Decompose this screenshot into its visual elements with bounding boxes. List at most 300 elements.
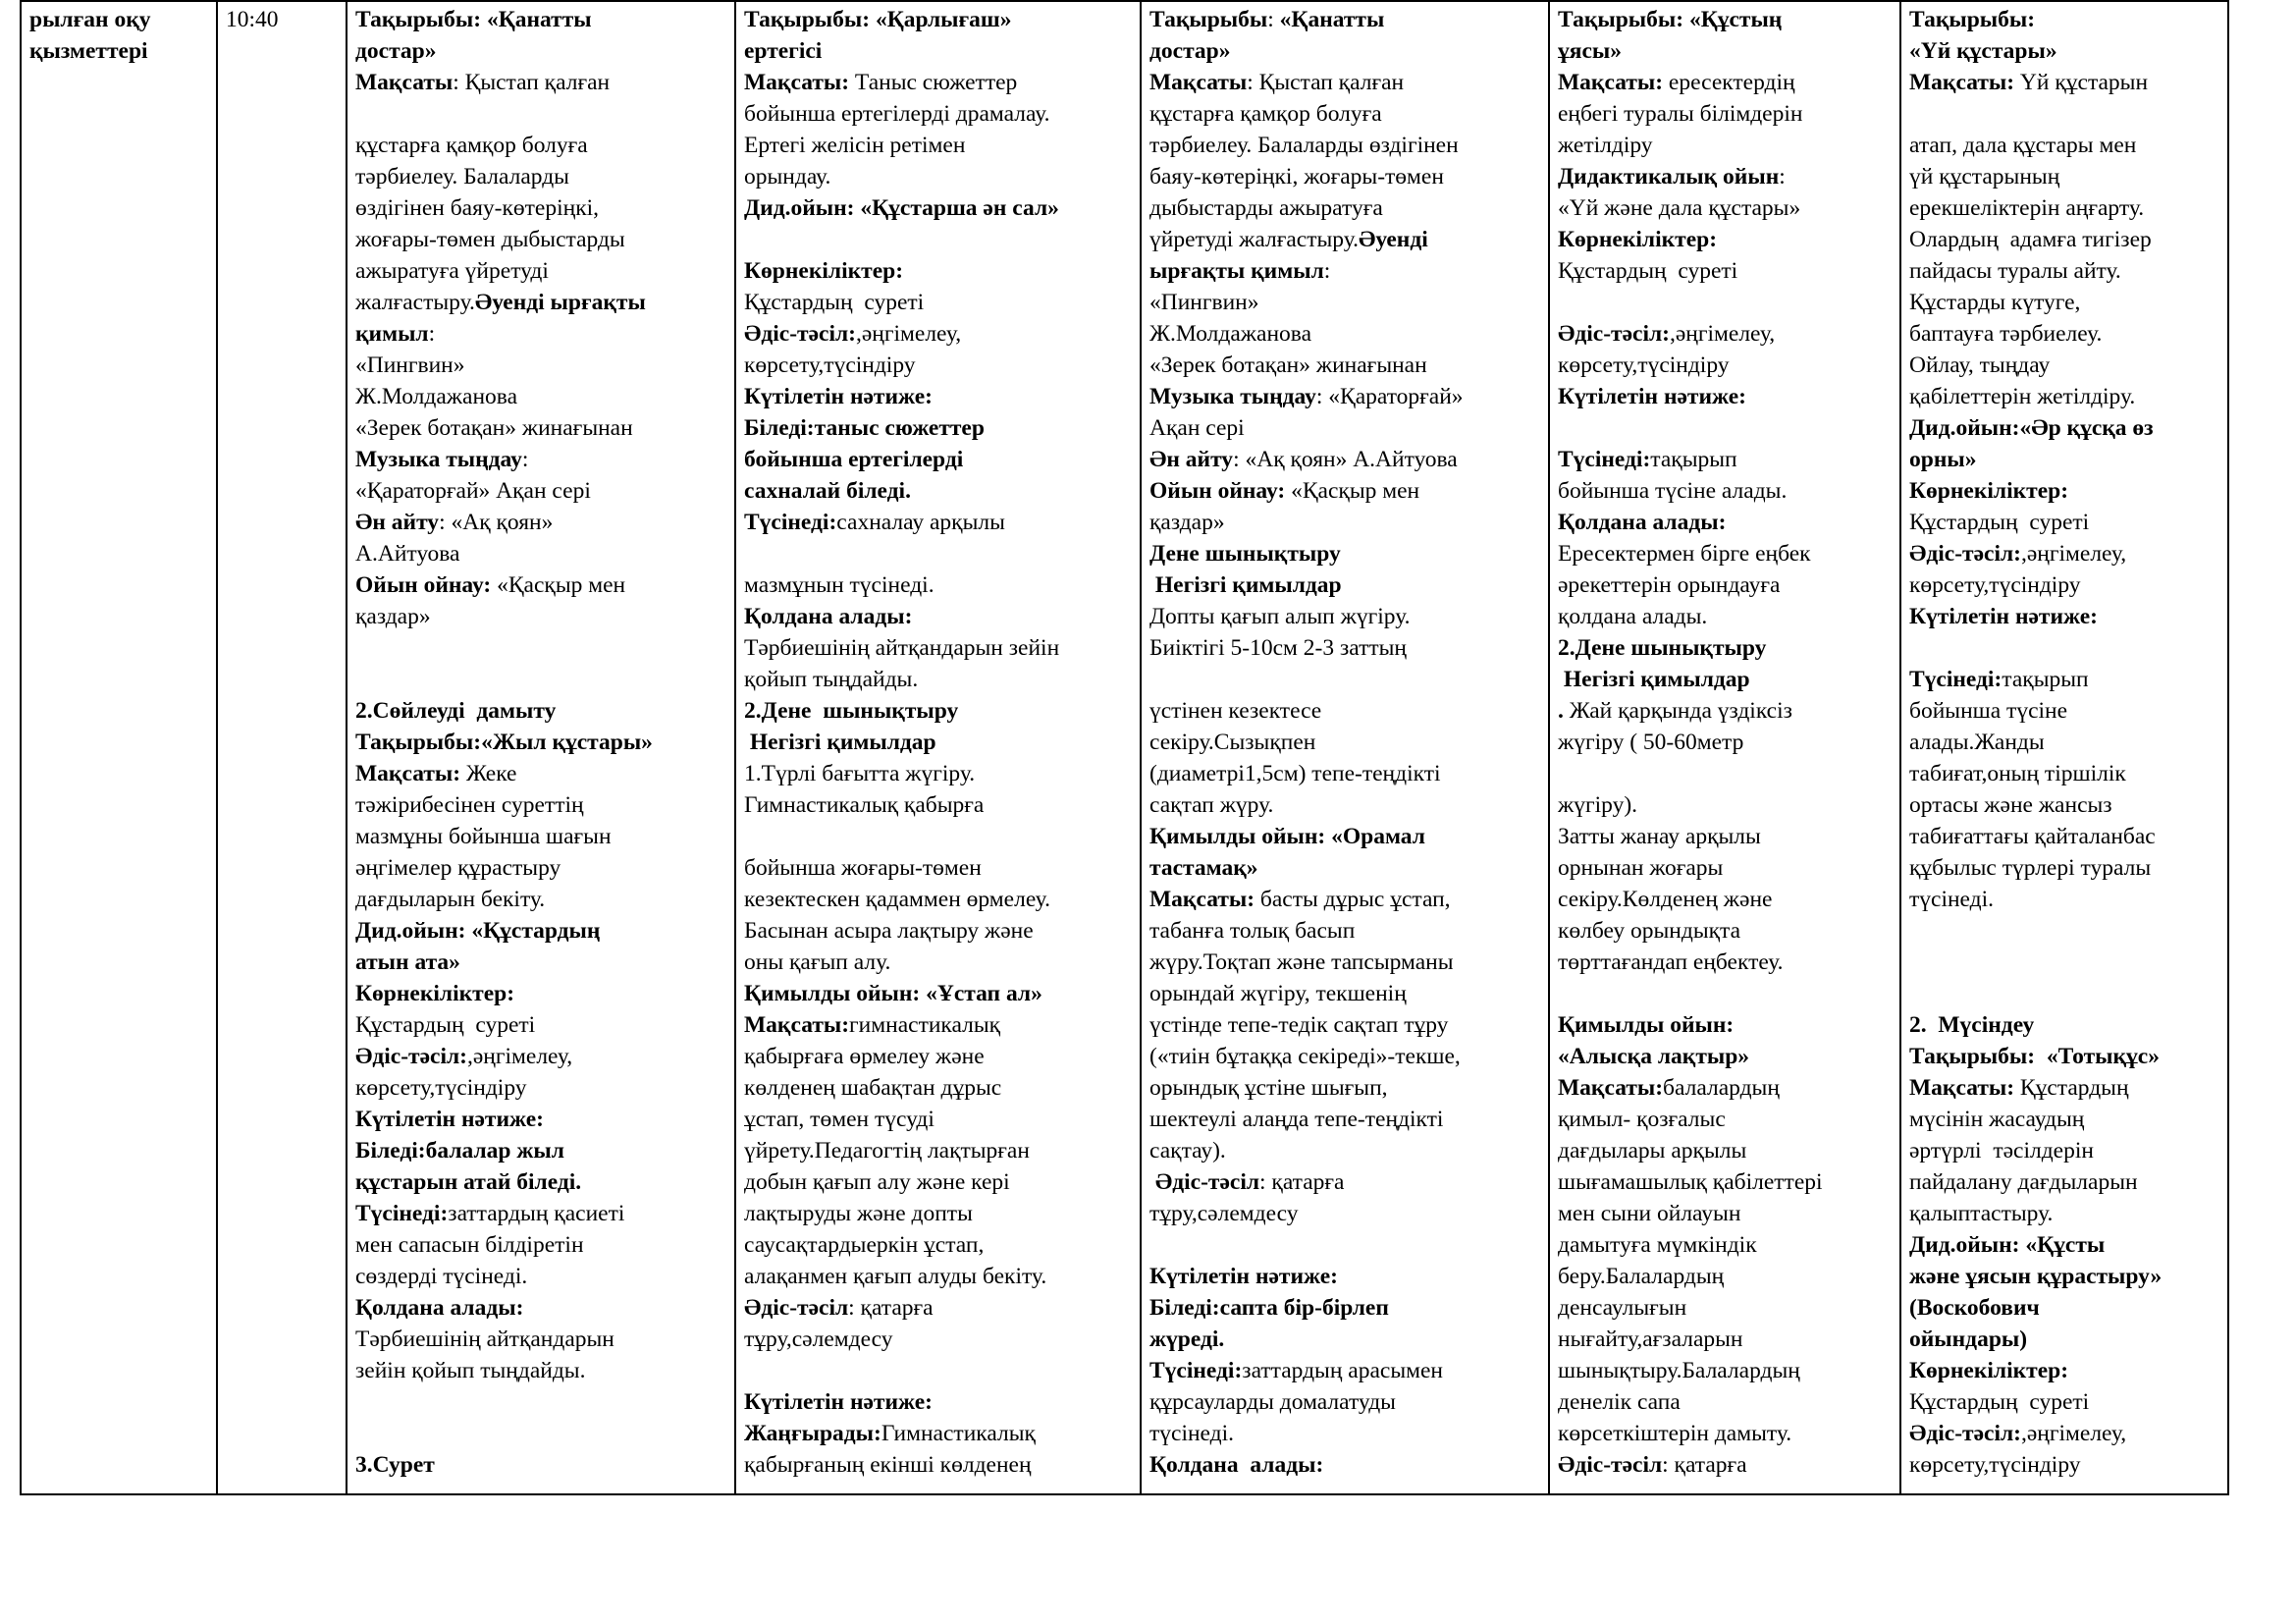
text-run: Биіктігі 5-10см 2-3 заттың — [1149, 635, 1408, 661]
bold-text-run: Мақсаты: — [355, 761, 461, 786]
bold-text-run: Дид.ойын: «Құсты — [1909, 1232, 2106, 1258]
text-run: : — [521, 447, 529, 472]
text-line — [1909, 1418, 2221, 1449]
text-run: тақырып — [2002, 667, 2089, 692]
text-run: : «Ақ қоян» — [439, 510, 554, 535]
text-line — [1558, 412, 1894, 444]
text-line — [355, 1449, 728, 1481]
text-run: ,әңгімелеу, — [1669, 321, 1776, 347]
text-line — [1558, 1135, 1894, 1166]
bold-text-run: «Қанатты — [1279, 7, 1385, 32]
bold-text-run: Мақсаты — [355, 70, 454, 95]
text-line — [1909, 4, 2221, 35]
bold-text-run: «Үй құстары» — [1909, 38, 2057, 64]
text-line — [1909, 507, 2221, 538]
bold-text-run: Әдіс-тәсіл — [744, 1295, 849, 1321]
text-line — [1558, 821, 1894, 852]
text-line — [1558, 664, 1894, 695]
text-line — [355, 695, 728, 727]
text-run: ,әңгімелеу, — [855, 321, 962, 347]
day-cell-1 — [347, 1, 735, 1494]
bold-text-run: Көрнекіліктер: — [744, 258, 904, 284]
text-run: «Үй және дала құстары» — [1558, 195, 1801, 221]
text-line — [355, 412, 728, 444]
text-line — [1558, 444, 1894, 475]
text-line — [1558, 1324, 1894, 1355]
text-line — [1909, 1198, 2221, 1229]
text-run: мүсінін жасаудың — [1909, 1107, 2085, 1132]
text-run: дыбыстарды ажыратуға — [1149, 195, 1383, 221]
text-run: үйрету.Педагогтің лақтырған — [744, 1138, 1030, 1164]
text-line — [1558, 1449, 1894, 1481]
text-run: қойып тыңдайды. — [744, 667, 919, 692]
text-line — [744, 1324, 1134, 1355]
text-line — [1149, 727, 1542, 758]
text-line — [355, 444, 728, 475]
bold-text-run: ойындары) — [1909, 1326, 2028, 1352]
text-run: денсаулығын — [1558, 1295, 1687, 1321]
text-line — [1149, 758, 1542, 789]
text-run: оны қағып алу. — [744, 949, 891, 975]
bold-text-run: Күтілетін нәтиже: — [744, 1389, 934, 1415]
text-run: еңбегі туралы білімдерін — [1558, 101, 1803, 127]
text-line — [1558, 1292, 1894, 1324]
bold-text-run: Тақырыбы: — [1909, 7, 2036, 32]
text-run: добын қағып алу және кері — [744, 1169, 1010, 1195]
text-run: жоғары-төмен дыбыстарды — [355, 227, 625, 252]
bold-text-run: Күтілетін нәтиже: — [355, 1107, 545, 1132]
bold-text-run: тастамақ» — [1149, 855, 1258, 881]
bold-text-run: Күтілетін нәтиже: — [1558, 384, 1747, 409]
bold-text-run: Жаңғырады: — [744, 1421, 881, 1446]
text-line — [744, 1072, 1134, 1104]
bold-text-run: Әуенді — [1358, 227, 1428, 252]
text-line — [1149, 1041, 1542, 1072]
text-line — [1909, 98, 2221, 130]
text-run: мен сыни ойлауын — [1558, 1201, 1741, 1226]
text-run: атап, дала құстары мен — [1909, 133, 2137, 158]
text-line — [1558, 224, 1894, 255]
bold-text-run: Ән айту — [355, 510, 440, 535]
text-line — [1558, 1104, 1894, 1135]
day-cell-4 — [1549, 1, 1900, 1494]
text-run: нығайту,ағзаларын — [1558, 1326, 1743, 1352]
text-line — [355, 381, 728, 412]
text-line — [744, 569, 1134, 601]
text-line — [744, 1229, 1134, 1261]
text-line — [1909, 1104, 2221, 1135]
text-line — [29, 4, 210, 35]
bold-text-run: Әдіс-тәсіл: — [1558, 321, 1670, 347]
text-line — [1909, 287, 2221, 318]
text-line — [355, 1198, 728, 1229]
text-line — [1149, 538, 1542, 569]
text-line — [744, 1386, 1134, 1418]
text-run: көлденең шабақтан дұрыс — [744, 1075, 1002, 1101]
text-line — [1558, 67, 1894, 98]
text-line — [1909, 1009, 2221, 1041]
text-line — [1558, 350, 1894, 381]
text-line — [355, 1041, 728, 1072]
text-line — [1909, 758, 2221, 789]
text-run: Құстардың суреті — [744, 290, 925, 315]
text-run: қалыптастыру. — [1909, 1201, 2054, 1226]
text-line — [355, 632, 728, 664]
text-line — [1909, 350, 2221, 381]
text-run: қабілеттерін жетілдіру. — [1909, 384, 2136, 409]
text-run: тұру,сәлемдесу — [744, 1326, 893, 1352]
text-line — [355, 1418, 728, 1449]
bold-text-run: Көрнекіліктер: — [1558, 227, 1718, 252]
text-line — [355, 1072, 728, 1104]
text-run: жүгіру). — [1558, 792, 1638, 818]
text-line — [355, 224, 728, 255]
bold-text-run: 2.Сөйлеуді дамыту — [355, 698, 557, 724]
bold-text-run: сахналай біледі. — [744, 478, 911, 504]
text-run: ,әңгімелеу, — [2020, 1421, 2127, 1446]
bold-text-run: Көрнекіліктер: — [1909, 478, 2069, 504]
text-line — [1558, 1418, 1894, 1449]
text-run: құрсауларды домалатуды — [1149, 1389, 1396, 1415]
text-run: Құстардың суреті — [1909, 1389, 2090, 1415]
text-line — [1909, 1355, 2221, 1386]
text-run: үстінде тепе-тедік сақтап тұру — [1149, 1012, 1449, 1038]
bold-text-run: қимыл — [355, 321, 429, 347]
text-line — [1149, 915, 1542, 947]
text-run: Жеке — [460, 761, 517, 786]
text-run: Құстардың суреті — [1558, 258, 1738, 284]
text-line — [1558, 727, 1894, 758]
bold-text-run: Мақсаты: — [1558, 70, 1664, 95]
text-line — [744, 98, 1134, 130]
text-line — [1909, 1041, 2221, 1072]
text-line — [1149, 1009, 1542, 1041]
text-run: қабырғаның екінші көлденең — [744, 1452, 1032, 1478]
text-line — [1558, 287, 1894, 318]
text-line — [355, 35, 728, 67]
text-run: гимнастикалық — [849, 1012, 1001, 1038]
bold-text-run: Көрнекіліктер: — [355, 981, 515, 1006]
text-run: табиғаттағы қайталанбас — [1909, 824, 2156, 849]
text-run: орнынан жоғары — [1558, 855, 1724, 881]
text-line — [1149, 1072, 1542, 1104]
time-cell — [217, 1, 347, 1494]
text-run: көрсету,түсіндіру — [1909, 572, 2081, 598]
text-line — [1149, 444, 1542, 475]
day-cell-2 — [735, 1, 1141, 1494]
text-line — [1558, 789, 1894, 821]
text-run: Құстардың суреті — [1909, 510, 2090, 535]
bold-text-run: Мақсаты: — [1558, 1075, 1664, 1101]
text-line — [744, 1449, 1134, 1481]
text-run: тәрбиелеу. Балаларды — [355, 164, 569, 189]
text-line — [1149, 287, 1542, 318]
text-run: «Қасқыр мен — [491, 572, 626, 598]
bold-text-run: Күтілетін нәтиже: — [1909, 604, 2099, 629]
bold-text-run: Тақырыбы — [1149, 7, 1268, 32]
text-line — [1909, 67, 2221, 98]
text-line — [355, 852, 728, 884]
text-run: түсінеді. — [1149, 1421, 1235, 1446]
bold-text-run: Мақсаты: — [1909, 1075, 2015, 1101]
text-run: құбылыс түрлері туралы — [1909, 855, 2152, 881]
text-line — [1558, 1355, 1894, 1386]
text-run: Ойлау, тыңдау — [1909, 352, 2051, 378]
text-line — [1558, 695, 1894, 727]
text-line — [355, 978, 728, 1009]
text-line — [355, 1292, 728, 1324]
text-line — [1149, 507, 1542, 538]
bold-text-run: Тақырыбы: «Құстың — [1558, 7, 1783, 32]
bold-text-run: Музыка тыңдау — [1149, 384, 1316, 409]
text-line — [1558, 161, 1894, 192]
text-line — [1149, 978, 1542, 1009]
bold-text-run: ырғақты қимыл — [1149, 258, 1324, 284]
text-line — [1558, 601, 1894, 632]
text-run: (диаметрі1,5см) тепе-теңдікті — [1149, 761, 1441, 786]
text-run: әңгімелер құрастыру — [355, 855, 561, 881]
text-line — [744, 632, 1134, 664]
bold-text-run: Күтілетін нәтиже: — [744, 384, 934, 409]
text-line — [1149, 789, 1542, 821]
text-line — [744, 475, 1134, 507]
text-line — [1149, 98, 1542, 130]
bold-text-run: рылған оқу — [29, 7, 151, 32]
text-run: шектеулі алаңда тепе-теңдікті — [1149, 1107, 1444, 1132]
bold-text-run: Әдіс-тәсіл: — [1909, 541, 2021, 567]
text-run: әртүрлі тәсілдерін — [1909, 1138, 2094, 1164]
bold-text-run: . — [1558, 698, 1570, 724]
text-line — [1558, 98, 1894, 130]
text-run: беру.Балалардың — [1558, 1264, 1725, 1289]
text-run: қимыл- қозғалыс — [1558, 1107, 1726, 1132]
text-run: төрттағандап еңбектеу. — [1558, 949, 1784, 975]
text-line — [744, 664, 1134, 695]
text-line — [1149, 1135, 1542, 1166]
text-line — [355, 758, 728, 789]
text-run: Тәрбиешінің айтқандарын зейін — [744, 635, 1060, 661]
text-line — [1909, 601, 2221, 632]
text-line — [744, 1198, 1134, 1229]
text-line — [1909, 1261, 2221, 1292]
text-run: зейін қойып тыңдайды. — [355, 1358, 586, 1383]
text-run: : қатарға — [1662, 1452, 1747, 1478]
text-line — [1149, 350, 1542, 381]
text-run: денелік сапа — [1558, 1389, 1681, 1415]
text-run: Жай қарқында үздіксіз — [1569, 698, 1792, 724]
bold-text-run: Әдіс-тәсіл: — [1909, 1421, 2021, 1446]
text-line — [1558, 507, 1894, 538]
text-line — [355, 475, 728, 507]
text-line — [1149, 255, 1542, 287]
text-line — [744, 161, 1134, 192]
text-line — [744, 538, 1134, 569]
text-run: табиғат,оның тіршілік — [1909, 761, 2126, 786]
text-line — [744, 4, 1134, 35]
text-line — [1558, 852, 1894, 884]
bold-text-run: Мақсаты: — [744, 1012, 850, 1038]
bold-text-run: Қимылды ойын: «Ұстап ал» — [744, 981, 1042, 1006]
text-line — [1558, 884, 1894, 915]
text-line — [355, 664, 728, 695]
text-run: жалғастыру. — [355, 290, 475, 315]
bold-text-run: (Воскобович — [1909, 1295, 2040, 1321]
text-line — [355, 507, 728, 538]
bold-text-run: жүреді. — [1149, 1326, 1225, 1352]
text-run: баптауға тәрбиелеу. — [1909, 321, 2103, 347]
text-line — [1149, 35, 1542, 67]
text-line — [226, 4, 340, 35]
text-run: табанға толық басып — [1149, 918, 1356, 944]
text-line — [744, 852, 1134, 884]
text-line — [1149, 1418, 1542, 1449]
text-line — [1149, 632, 1542, 664]
text-run: «Қасқыр мен — [1285, 478, 1420, 504]
text-line — [1149, 1292, 1542, 1324]
bold-text-run: Әдіс-тәсіл: — [744, 321, 856, 347]
text-run: секіру.Көлденең және — [1558, 887, 1773, 912]
bold-text-run: бойынша ертегілерді — [744, 447, 964, 472]
text-line — [1149, 1449, 1542, 1481]
text-run: Ересектермен бірге еңбек — [1558, 541, 1811, 567]
text-line — [744, 1418, 1134, 1449]
bold-text-run: «Алысқа лақтыр» — [1558, 1044, 1750, 1069]
bold-text-run: Музыка тыңдау — [355, 447, 522, 472]
text-line — [355, 915, 728, 947]
text-run: көлбеу орындықта — [1558, 918, 1741, 944]
text-run: қаздар» — [1149, 510, 1225, 535]
text-run: жүру.Тоқтап және тапсырманы — [1149, 949, 1454, 975]
text-run: «Қараторғай» Ақан серi — [355, 478, 591, 504]
text-run: қаздар» — [355, 604, 431, 629]
text-line — [1909, 1072, 2221, 1104]
text-line — [1558, 192, 1894, 224]
text-run: көрсету,түсіндіру — [355, 1075, 527, 1101]
text-line — [355, 1229, 728, 1261]
text-line — [1909, 192, 2221, 224]
text-run: Құстардың суреті — [355, 1012, 536, 1038]
text-line — [1149, 318, 1542, 350]
text-line — [744, 947, 1134, 978]
text-run: өздігінен баяу-көтеріңкі, — [355, 195, 600, 221]
text-run: Ертегі желісін ретімен — [744, 133, 966, 158]
text-line — [1149, 130, 1542, 161]
text-line — [1149, 852, 1542, 884]
text-line — [355, 255, 728, 287]
activity-label-cell — [21, 1, 217, 1494]
text-line — [1149, 412, 1542, 444]
text-run: алады.Жанды — [1909, 730, 2045, 755]
text-run: ,әңгімелеу, — [466, 1044, 573, 1069]
text-line — [1909, 915, 2221, 947]
text-line — [355, 1166, 728, 1198]
bold-text-run: Түсінеді: — [744, 510, 837, 535]
bold-text-run: 2. Мүсіндеу — [1909, 1012, 2035, 1038]
text-line — [1558, 1261, 1894, 1292]
text-line — [1558, 255, 1894, 287]
text-line — [1909, 947, 2221, 978]
text-line — [1149, 821, 1542, 852]
text-run: тәжірибесінен суреттің — [355, 792, 584, 818]
text-run: жүгіру ( 50-60метр — [1558, 730, 1744, 755]
text-line — [1909, 1229, 2221, 1261]
text-line — [355, 601, 728, 632]
text-line — [744, 444, 1134, 475]
text-line — [355, 569, 728, 601]
bold-text-run: Әдіс-тәсіл — [1558, 1452, 1663, 1478]
text-line — [1909, 1166, 2221, 1198]
text-run: жетілдіру — [1558, 133, 1653, 158]
text-line — [1558, 1229, 1894, 1261]
bold-text-run: Түсінеді: — [1558, 447, 1651, 472]
text-run: сөздерді түсінеді. — [355, 1264, 528, 1289]
text-line — [744, 601, 1134, 632]
schedule-table — [20, 0, 2229, 1495]
text-line — [355, 1386, 728, 1418]
text-run: саусақтардыеркін ұстап, — [744, 1232, 985, 1258]
text-line — [744, 507, 1134, 538]
bold-text-run: Түсінеді: — [355, 1201, 449, 1226]
text-line — [1909, 35, 2221, 67]
text-run: заттардың арасымен — [1242, 1358, 1444, 1383]
text-line — [744, 1009, 1134, 1041]
text-line — [1149, 1229, 1542, 1261]
text-line — [1909, 821, 2221, 852]
bold-text-run: Әуенді ырғақты — [474, 290, 646, 315]
text-line — [744, 1355, 1134, 1386]
text-line — [1149, 1355, 1542, 1386]
text-line — [355, 192, 728, 224]
bold-text-run: Біледі:таныс сюжеттер — [744, 415, 985, 441]
text-line — [1909, 569, 2221, 601]
text-line — [355, 884, 728, 915]
text-run: : қатарға — [1259, 1169, 1345, 1195]
text-line — [1909, 789, 2221, 821]
text-run: пайдалану дағдыларын — [1909, 1169, 2138, 1195]
text-run: сахналау арқылы — [836, 510, 1005, 535]
text-line — [1909, 255, 2221, 287]
text-line — [1909, 884, 2221, 915]
text-line — [744, 1261, 1134, 1292]
text-line — [355, 1355, 728, 1386]
bold-text-run: Тақырыбы: «Қанатты — [355, 7, 592, 32]
bold-text-run: Қолдана алады: — [744, 604, 913, 629]
text-line — [355, 538, 728, 569]
text-line — [1909, 727, 2221, 758]
text-run: көрсету,түсіндіру — [744, 352, 916, 378]
text-line — [1558, 130, 1894, 161]
text-line — [1149, 947, 1542, 978]
bold-text-run: Түсінеді: — [1149, 1358, 1243, 1383]
text-run: көрсеткіштерін дамыту. — [1558, 1421, 1792, 1446]
bold-text-run: қызметтері — [29, 38, 148, 64]
bold-text-run: 3.Сурет — [355, 1452, 435, 1478]
text-line — [1558, 978, 1894, 1009]
text-run: мазмұнын түсінеді. — [744, 572, 934, 598]
text-line — [355, 1009, 728, 1041]
text-run: ,әңгімелеу, — [2020, 541, 2127, 567]
text-run: Құстарды күтуге, — [1909, 290, 2081, 315]
text-run: көрсету,түсіндіру — [1558, 352, 1730, 378]
text-line — [1558, 947, 1894, 978]
text-line — [1909, 444, 2221, 475]
text-run: ерекшеліктерін аңғарту. — [1909, 195, 2145, 221]
bold-text-run: Негізгі қимылдар — [744, 730, 936, 755]
text-line — [744, 727, 1134, 758]
text-run: әрекеттерін орындауға — [1558, 572, 1781, 598]
text-run: : — [1323, 258, 1331, 284]
text-line — [744, 192, 1134, 224]
